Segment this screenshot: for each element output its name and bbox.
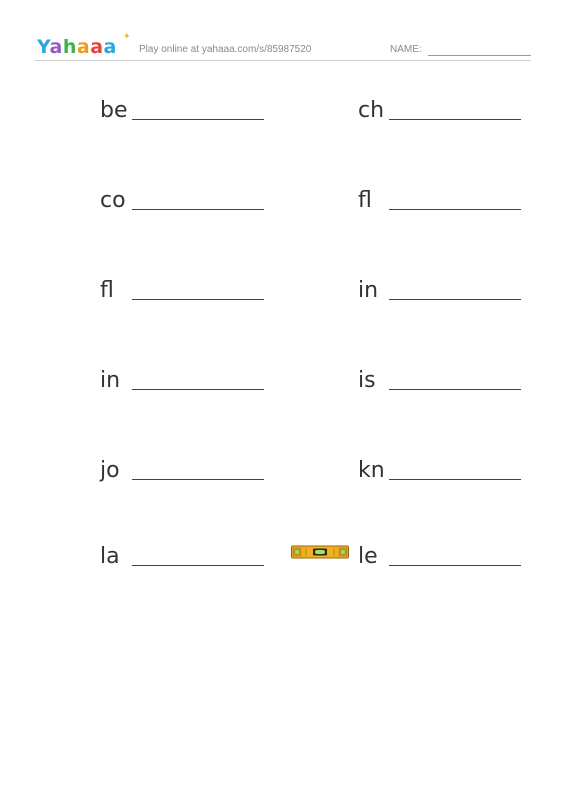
answer-blank[interactable] bbox=[389, 565, 521, 566]
word-item bbox=[100, 183, 270, 213]
logo-letter: h bbox=[62, 36, 77, 58]
word-item bbox=[100, 363, 270, 393]
logo-letter: Y bbox=[37, 36, 50, 58]
answer-blank[interactable] bbox=[132, 389, 264, 390]
word-prefix: fl bbox=[100, 278, 121, 303]
word-prefix: jo bbox=[100, 458, 127, 483]
word-item bbox=[358, 539, 528, 569]
logo-letter: a bbox=[90, 36, 104, 58]
spirit-level-icon bbox=[291, 545, 349, 559]
word-item bbox=[100, 93, 270, 123]
word-prefix: le bbox=[358, 544, 385, 569]
word-prefix: be bbox=[100, 98, 128, 123]
word-prefix: la bbox=[100, 544, 127, 569]
answer-blank[interactable] bbox=[389, 119, 521, 120]
word-item bbox=[100, 539, 270, 569]
answer-blank[interactable] bbox=[389, 479, 521, 480]
word-item bbox=[358, 453, 528, 483]
answer-blank[interactable] bbox=[389, 299, 521, 300]
word-item bbox=[358, 273, 528, 303]
word-prefix: is bbox=[358, 368, 383, 393]
logo-letter: a bbox=[76, 36, 91, 58]
logo-letter: a bbox=[103, 36, 117, 58]
yahaaa-logo[interactable] bbox=[37, 32, 132, 58]
answer-blank[interactable] bbox=[389, 209, 521, 210]
word-prefix: ch bbox=[358, 98, 385, 123]
worksheet-header bbox=[35, 32, 531, 61]
word-item bbox=[358, 183, 528, 213]
answer-blank[interactable] bbox=[132, 479, 264, 480]
word-item bbox=[100, 453, 270, 483]
answer-blank[interactable] bbox=[132, 299, 264, 300]
word-item bbox=[358, 363, 528, 393]
word-item bbox=[358, 93, 528, 123]
word-prefix: fl bbox=[358, 188, 379, 213]
name-label: NAME: bbox=[390, 44, 422, 55]
answer-blank[interactable] bbox=[389, 389, 521, 390]
logo-letter: a bbox=[49, 36, 63, 58]
word-prefix: co bbox=[100, 188, 126, 213]
name-field-line[interactable] bbox=[428, 55, 531, 56]
answer-blank[interactable] bbox=[132, 119, 264, 120]
answer-blank[interactable] bbox=[132, 209, 264, 210]
word-prefix: kn bbox=[358, 458, 385, 483]
answer-blank[interactable] bbox=[132, 565, 264, 566]
word-prefix: in bbox=[358, 278, 386, 303]
word-item bbox=[100, 273, 270, 303]
sparkle-icon: ✦ bbox=[123, 32, 132, 42]
play-online-link[interactable]: Play online at yahaaa.com/s/85987520 bbox=[139, 44, 312, 55]
word-prefix: in bbox=[100, 368, 128, 393]
